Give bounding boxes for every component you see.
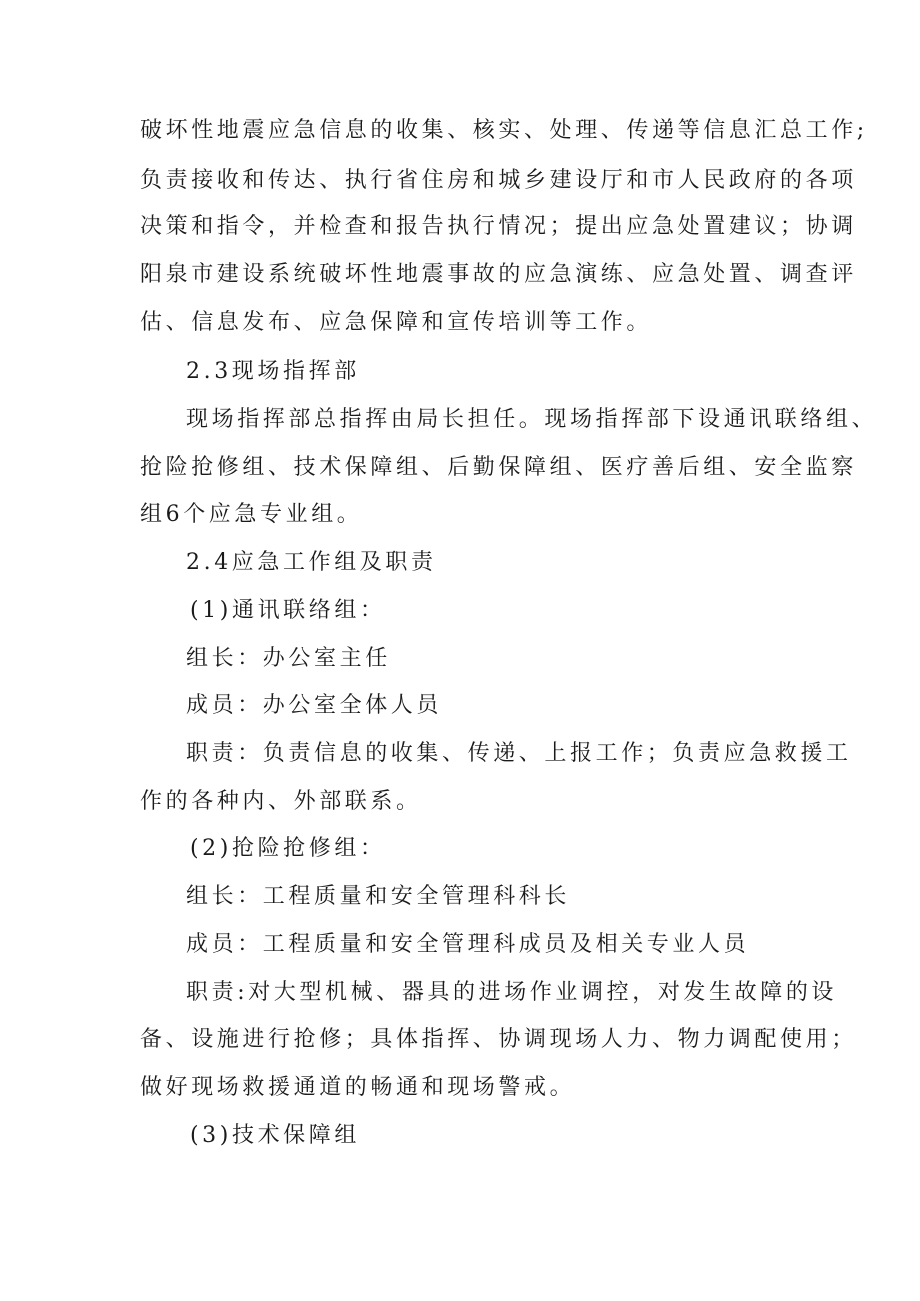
group-2-title: (2)抢险抢修组：	[190, 836, 386, 861]
section-2-4-heading: 2.4应急工作组及职责	[186, 550, 437, 575]
section-2-3-line-1: 现场指挥部总指挥由局长担任。现场指挥部下设通讯联络组、	[186, 407, 878, 432]
group-3-title: (3)技术保障组	[190, 1123, 360, 1148]
group-2-duty-line-2: 备、设施进行抢修；具体指挥、协调现场人力、物力调配使用；	[140, 1027, 857, 1052]
section-2-3-line-2: 抢险抢修组、技术保障组、后勤保障组、医疗善后组、安全监察	[140, 455, 857, 480]
group-1-duty-line-2: 作的各种内、外部联系。	[140, 789, 422, 814]
paragraph-1-line-5: 估、信息发布、应急保障和宣传培训等工作。	[140, 310, 653, 335]
group-2-leader: 组长：工程质量和安全管理科科长	[186, 884, 571, 909]
group-2-duty-line-3: 做好现场救援通道的畅通和现场警戒。	[140, 1075, 576, 1100]
group-1-duty-line-1: 职责：负责信息的收集、传递、上报工作；负责应急救援工	[186, 741, 852, 766]
paragraph-1-line-4: 阳泉市建设系统破坏性地震事故的应急演练、应急处置、调查评	[140, 262, 857, 287]
group-1-members: 成员：办公室全体人员	[186, 693, 443, 718]
group-1-leader: 组长：办公室主任	[186, 646, 391, 671]
section-2-3-line-3: 组6个应急专业组。	[140, 502, 363, 527]
paragraph-1-line-1: 破坏性地震应急信息的收集、核实、处理、传递等信息汇总工作;	[140, 118, 868, 143]
paragraph-1-line-2: 负责接收和传达、执行省住房和城乡建设厅和市人民政府的各项	[140, 168, 857, 193]
section-2-3-heading: 2.3现场指挥部	[186, 359, 360, 384]
group-1-title: (1)通讯联络组：	[190, 598, 386, 623]
group-2-duty-line-1: 职责:对大型机械、器具的进场作业调控，对发生故障的设	[186, 980, 838, 1005]
paragraph-1-line-3: 决策和指令，并检查和报告执行情况；提出应急处置建议；协调	[140, 214, 857, 239]
group-2-members: 成员：工程质量和安全管理科成员及相关专业人员	[186, 932, 750, 957]
